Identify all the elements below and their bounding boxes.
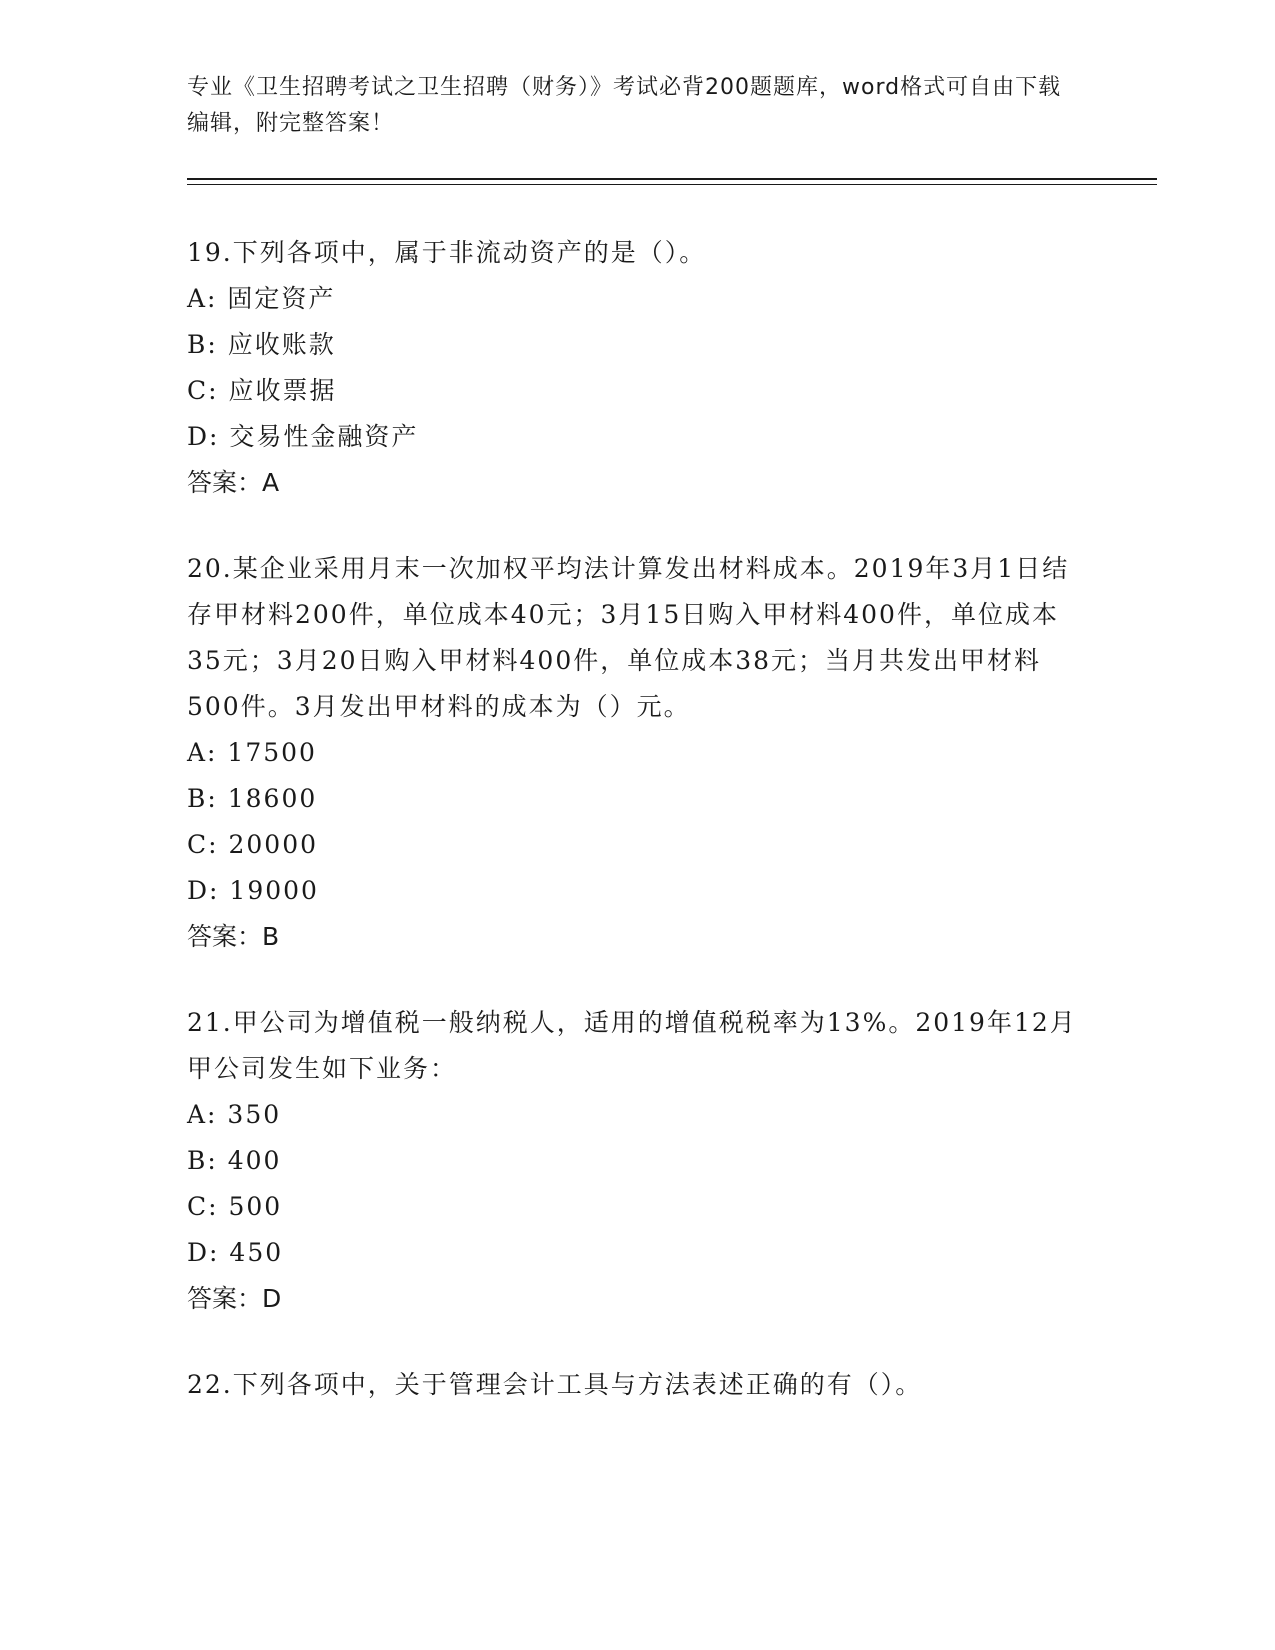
answer: 答案：B bbox=[187, 922, 280, 951]
option-a: A: 350 bbox=[187, 1100, 282, 1129]
option-d: D: 19000 bbox=[187, 876, 319, 905]
answer: 答案：A bbox=[187, 468, 280, 497]
answer: 答案：D bbox=[187, 1284, 282, 1313]
option-b: B: 应收账款 bbox=[187, 330, 336, 359]
question-20 bbox=[187, 546, 1087, 960]
option-a: A: 17500 bbox=[187, 738, 317, 767]
question-stem: 20.某企业采用月末一次加权平均法计算发出材料成本。2019年3月1日结存甲材料200件，单位成本40元；3月15日购入甲材料400件，单位成本35元；3月20日购入甲材料400件，单位成本38元；当月共发出甲材料500件。3月发出甲材料的成本为（）元。 bbox=[187, 554, 1070, 721]
option-a: A: 固定资产 bbox=[187, 284, 336, 313]
question-22 bbox=[187, 1362, 1087, 1408]
option-c: C: 应收票据 bbox=[187, 376, 337, 405]
question-19 bbox=[187, 230, 1087, 506]
option-c: C: 20000 bbox=[187, 830, 319, 859]
question-list bbox=[187, 230, 1087, 1448]
option-b: B: 400 bbox=[187, 1146, 282, 1175]
option-c: C: 500 bbox=[187, 1192, 283, 1221]
option-b: B: 18600 bbox=[187, 784, 318, 813]
question-stem: 22.下列各项中，关于管理会计工具与方法表述正确的有（）。 bbox=[187, 1370, 923, 1399]
header-divider bbox=[187, 178, 1157, 185]
question-stem: 19.下列各项中，属于非流动资产的是（）。 bbox=[187, 238, 707, 267]
document-header: 专业《卫生招聘考试之卫生招聘（财务）》考试必背200题题库，word格式可自由下载编辑，附完整答案！ bbox=[187, 75, 1062, 136]
question-21 bbox=[187, 1000, 1087, 1322]
question-stem: 21.甲公司为增值税一般纳税人，适用的增值税税率为13%。2019年12月甲公司发生如下业务： bbox=[187, 1008, 1077, 1083]
option-d: D: 交易性金融资产 bbox=[187, 422, 419, 451]
option-d: D: 450 bbox=[187, 1238, 284, 1267]
